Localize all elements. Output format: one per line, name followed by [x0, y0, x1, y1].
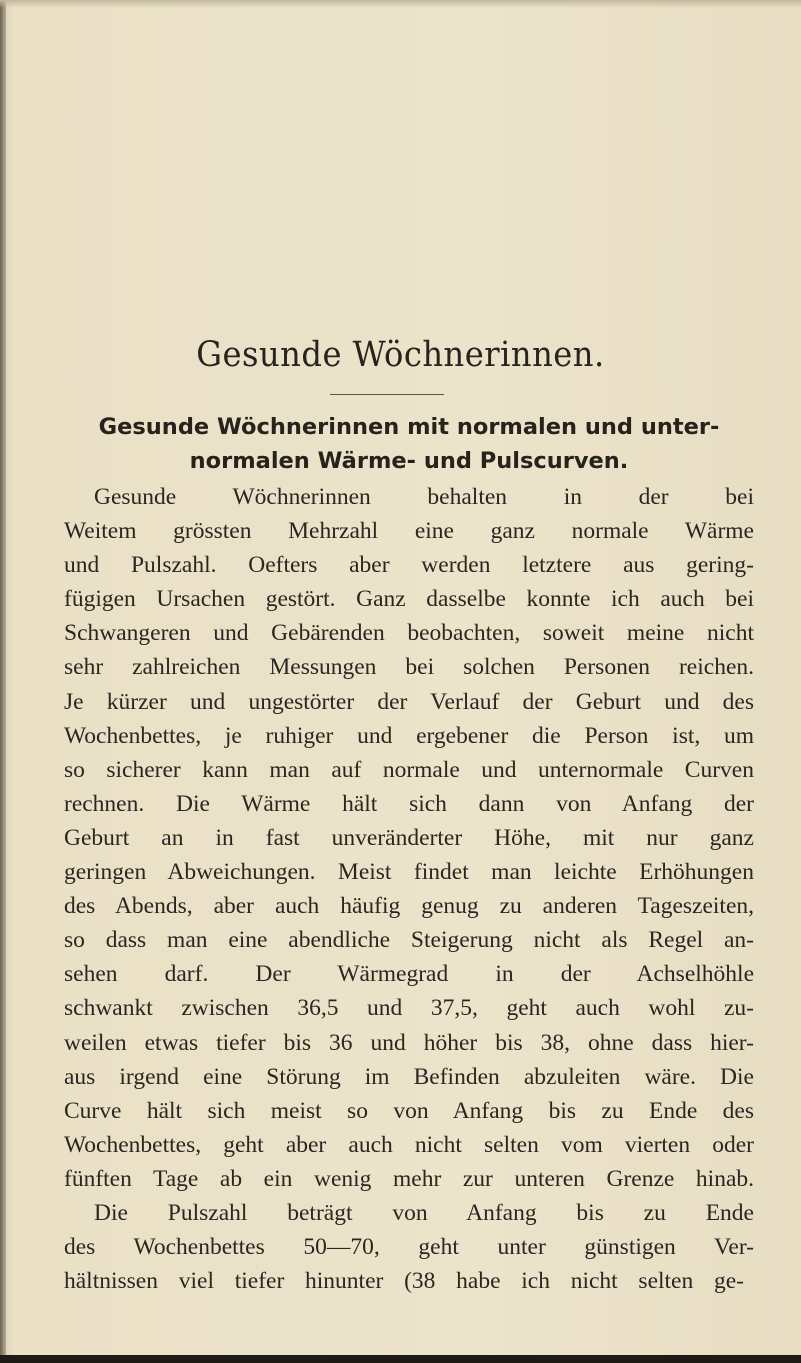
- page-binding-edge: [0, 0, 6, 1363]
- text-line: sehen darf. Der Wärmegrad in der Achselhöhle: [64, 961, 754, 988]
- text-line: Die Pulszahl beträgt von Anfang bis zu Ende: [94, 1199, 754, 1226]
- text-line: Gesunde Wöchnerinnen behalten in der bei: [94, 484, 754, 510]
- text-line: Geburt an in fast unveränderter Höhe, mit nur ganz: [64, 824, 754, 851]
- text-line: fünften Tage ab ein wenig mehr zur unteren Grenze hinab.: [64, 1165, 754, 1192]
- text-line: hältnissen viel tiefer hinunter (38 habe ich nicht selten ge-: [64, 1268, 744, 1295]
- subtitle-line: normalen Wärme- und Pulscurven.: [189, 448, 629, 474]
- text-line: Wochenbettes, geht aber auch nicht selten vom vierten oder: [64, 1131, 754, 1158]
- section-subtitle: [64, 410, 754, 478]
- text-line: schwankt zwischen 36,5 und 37,5, geht auch wohl zu-: [64, 995, 754, 1022]
- text-line: geringen Abweichungen. Meist findet man leichte Erhöhungen: [64, 859, 754, 886]
- text-line: rechnen. Die Wärme hält sich dann von Anfang der: [64, 790, 754, 817]
- body-paragraphs: [64, 480, 764, 1298]
- text-line: fügigen Ursachen gestört. Ganz dasselbe konnte ich auch bei: [64, 586, 754, 613]
- text-line: des Abends, aber auch häufig genug zu anderen Tageszeiten,: [64, 893, 754, 920]
- scan-bottom-edge: [0, 1355, 801, 1363]
- text-line: so sicherer kann man auf normale und unternormale Curven: [64, 756, 754, 783]
- text-line: weilen etwas tiefer bis 36 und höher bis 38, ohne dass hier-: [64, 1029, 754, 1056]
- title-divider: [330, 394, 444, 395]
- text-line: so dass man eine abendliche Steigerung nicht als Regel an-: [64, 927, 754, 954]
- text-line: Curve hält sich meist so von Anfang bis zu Ende des: [64, 1097, 754, 1124]
- text-line: aus irgend eine Störung im Befinden abzuleiten wäre. Die: [64, 1063, 754, 1090]
- text-line: Wochenbettes, je ruhiger und ergebener die Person ist, um: [64, 722, 754, 749]
- text-line: Schwangeren und Gebärenden beobachten, soweit meine nicht: [64, 620, 754, 647]
- subtitle-line: Gesunde Wöchnerinnen mit normalen und unter-: [98, 414, 720, 440]
- text-line: sehr zahlreichen Messungen bei solchen Personen reichen.: [64, 654, 754, 681]
- text-line: des Wochenbettes 50—70, geht unter günstigen Ver-: [64, 1234, 754, 1261]
- page-title: Gesunde Wöchnerinnen.: [196, 335, 605, 375]
- text-line: Je kürzer und ungestörter der Verlauf der Geburt und des: [64, 688, 754, 715]
- text-line: und Pulszahl. Oefters aber werden letztere aus gering-: [64, 552, 754, 579]
- page-top-shadow: [0, 0, 801, 8]
- text-line: Weitem grössten Mehrzahl eine ganz normale Wärme: [64, 518, 754, 545]
